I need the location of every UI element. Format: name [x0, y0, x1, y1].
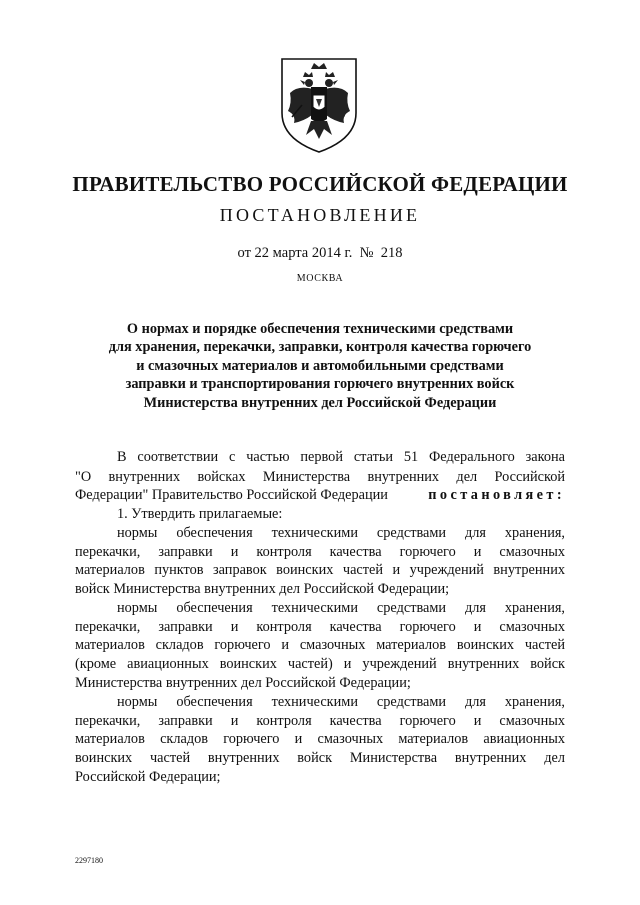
resolution-word: постановляет:	[428, 487, 565, 503]
subject-line: О нормах и порядке обеспечения техническими средствами	[126, 321, 514, 337]
body-line: (кроме авиационных воинских частей) и учреждений внутренних войск	[75, 656, 565, 672]
document-city: МОСКВА	[296, 273, 344, 284]
document-type: ПОСТАНОВЛЕНИЕ	[219, 205, 421, 225]
body-line: материалов складов горючего и смазочных материалов воинских частей	[75, 637, 565, 653]
body-line: воинских частей внутренних войск Министерства внутренних дел	[75, 750, 565, 766]
body-line: Российской Федерации;	[75, 769, 221, 785]
body-line: Министерства внутренних дел Российской Федерации;	[75, 675, 411, 691]
subject-line: заправки и транспортирования горючего внутренних войск	[125, 376, 515, 393]
body-line: перекачки, заправки и контроля качества горючего и смазочных	[75, 619, 565, 635]
body-line: "О внутренних войсках Министерства внутренних дел Российской	[75, 469, 565, 485]
body-line-with-resolution	[75, 487, 565, 504]
body-line: материалов пунктов заправок воинских частей и учреждений внутренних	[75, 562, 565, 578]
document-id: 2297180	[75, 856, 103, 865]
document-subject	[86, 320, 554, 412]
body-line: нормы обеспечения техническими средствами для хранения,	[117, 694, 565, 710]
body-line: перекачки, заправки и контроля качества горючего и смазочных	[75, 713, 565, 729]
body-line: войск Министерства внутренних дел Российской Федерации;	[75, 581, 450, 597]
government-title: ПРАВИТЕЛЬСТВО РОССИЙСКОЙ ФЕДЕРАЦИИ	[72, 172, 568, 196]
body-text: Федерации" Правительство Российской Федерации	[75, 487, 388, 503]
document-date: от 22 марта 2014 г. № 218	[237, 245, 403, 261]
body-line: нормы обеспечения техническими средствами для хранения,	[117, 600, 565, 616]
body-line: нормы обеспечения техническими средствами для хранения,	[117, 525, 565, 541]
body-line: В соответствии с частью первой статьи 51 Федерального закона	[117, 449, 565, 465]
subject-line: Министерства внутренних дел Российской Федерации	[143, 394, 497, 411]
body-line: перекачки, заправки и контроля качества горючего и смазочных	[75, 544, 565, 560]
subject-line: и смазочных материалов и автомобильными средствами	[136, 357, 504, 374]
body-line: 1. Утвердить прилагаемые:	[117, 506, 283, 522]
russian-coat-of-arms-icon	[278, 55, 360, 155]
body-line: материалов складов горючего и смазочных материалов авиационных	[75, 731, 565, 747]
subject-line: для хранения, перекачки, заправки, контроля качества горючего	[108, 339, 532, 356]
